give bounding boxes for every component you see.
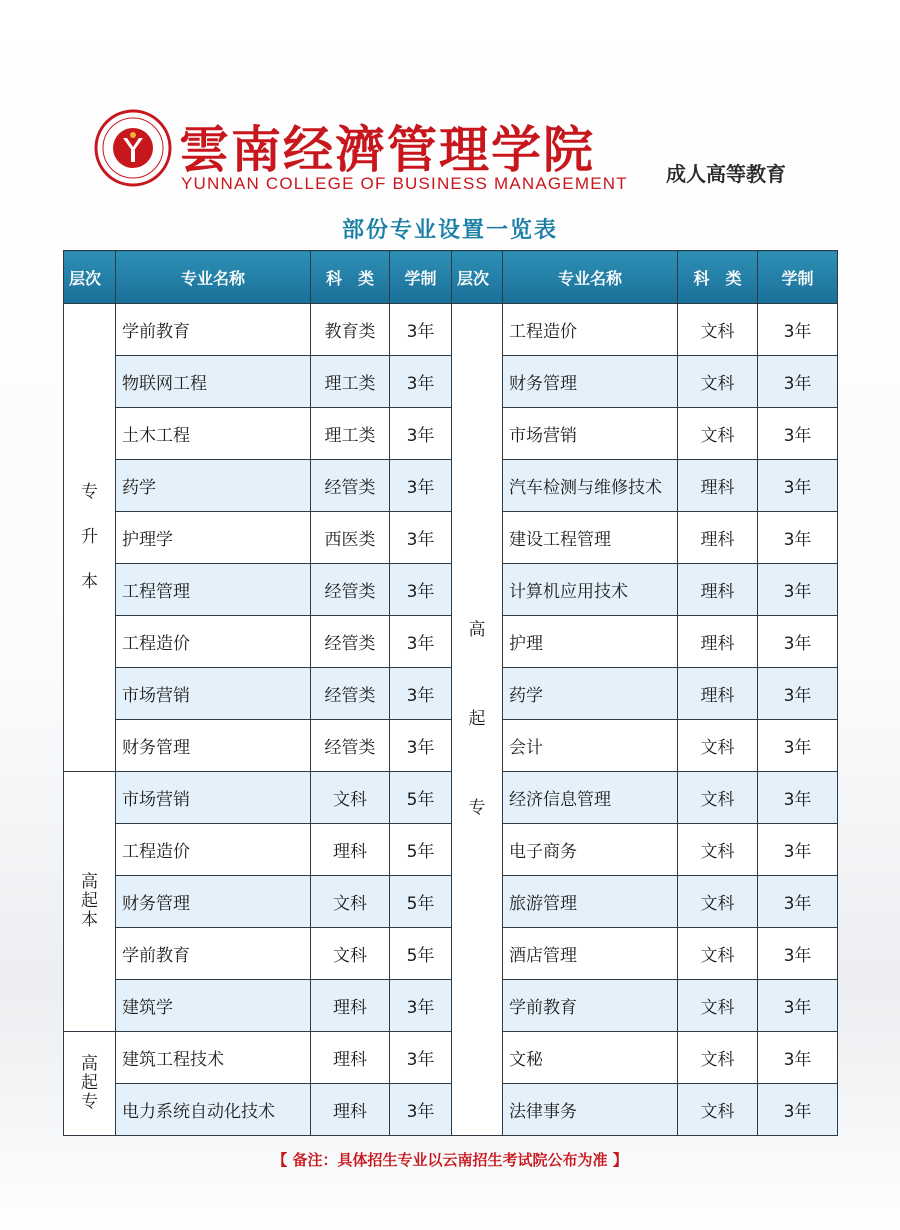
- major-duration: 3年: [390, 512, 452, 564]
- footnote: 【 备注：具体招生专业以云南招生考试院公布为准 】: [272, 1151, 628, 1169]
- header-name: 专业名称: [503, 251, 678, 304]
- major-name: 旅游管理: [503, 876, 678, 928]
- major-duration: 3年: [390, 460, 452, 512]
- header-duration: 学制: [390, 251, 452, 304]
- major-duration: 3年: [758, 1032, 838, 1084]
- major-name: 建设工程管理: [503, 512, 678, 564]
- major-name: 建筑学: [116, 980, 311, 1032]
- header-duration: 学制: [758, 251, 838, 304]
- major-name: 护理学: [116, 512, 311, 564]
- major-name: 酒店管理: [503, 928, 678, 980]
- table-row: [64, 356, 838, 408]
- table-body: [64, 304, 838, 1136]
- major-category: 文科: [678, 980, 758, 1032]
- table-row: [64, 1084, 838, 1136]
- major-duration: 3年: [390, 1084, 452, 1136]
- major-name: 电子商务: [503, 824, 678, 876]
- header-name: 专业名称: [116, 251, 311, 304]
- major-name: 土木工程: [116, 408, 311, 460]
- table-row: [64, 876, 838, 928]
- major-duration: 3年: [758, 564, 838, 616]
- major-name: 财务管理: [503, 356, 678, 408]
- major-duration: 3年: [390, 1032, 452, 1084]
- major-name: 财务管理: [116, 720, 311, 772]
- major-category: 文科: [678, 928, 758, 980]
- major-duration: 3年: [758, 616, 838, 668]
- major-category: 理科: [678, 512, 758, 564]
- major-name: 工程管理: [116, 564, 311, 616]
- table-row: [64, 1032, 838, 1084]
- school-emblem-icon: [93, 108, 173, 188]
- header-category: 科 类: [311, 251, 390, 304]
- table-row: [64, 928, 838, 980]
- major-duration: 3年: [390, 564, 452, 616]
- major-category: 理科: [678, 668, 758, 720]
- header-level: 层次: [452, 251, 503, 304]
- major-category: 文科: [678, 304, 758, 356]
- major-category: 文科: [311, 928, 390, 980]
- major-category: 文科: [678, 772, 758, 824]
- major-name: 学前教育: [116, 928, 311, 980]
- majors-table: [63, 250, 838, 1136]
- major-category: 文科: [678, 1032, 758, 1084]
- table-row: [64, 980, 838, 1032]
- major-category: 文科: [678, 824, 758, 876]
- major-duration: 3年: [390, 304, 452, 356]
- major-category: 理科: [678, 460, 758, 512]
- level-label: 高 起 专: [468, 620, 486, 818]
- major-category: 理科: [678, 564, 758, 616]
- major-name: 电力系统自动化技术: [116, 1084, 311, 1136]
- major-name: 经济信息管理: [503, 772, 678, 824]
- major-category: 理科: [311, 1032, 390, 1084]
- major-name: 财务管理: [116, 876, 311, 928]
- major-name: 学前教育: [116, 304, 311, 356]
- major-name: 市场营销: [116, 668, 311, 720]
- major-category: 理科: [678, 616, 758, 668]
- table-row: [64, 720, 838, 772]
- major-duration: 3年: [758, 824, 838, 876]
- table-row: [64, 824, 838, 876]
- major-category: 文科: [311, 772, 390, 824]
- major-name: 药学: [116, 460, 311, 512]
- major-name: 工程造价: [503, 304, 678, 356]
- major-name: 会计: [503, 720, 678, 772]
- major-category: 理科: [311, 1084, 390, 1136]
- major-name: 学前教育: [503, 980, 678, 1032]
- major-duration: 3年: [758, 1084, 838, 1136]
- major-duration: 3年: [390, 616, 452, 668]
- school-name-en: YUNNAN COLLEGE OF BUSINESS MANAGEMENT: [181, 174, 628, 193]
- table-row: [64, 460, 838, 512]
- major-name: 市场营销: [503, 408, 678, 460]
- major-name: 市场营销: [116, 772, 311, 824]
- major-duration: 3年: [758, 460, 838, 512]
- level-cell: [64, 772, 116, 1032]
- major-duration: 3年: [758, 980, 838, 1032]
- major-duration: 5年: [390, 928, 452, 980]
- major-duration: 3年: [758, 356, 838, 408]
- major-duration: 3年: [758, 304, 838, 356]
- page-title: 部份专业设置一览表: [341, 218, 558, 243]
- level-label: 专 升 本: [81, 482, 98, 592]
- table-row: [64, 304, 838, 356]
- major-name: 汽车检测与维修技术: [503, 460, 678, 512]
- major-duration: 3年: [390, 720, 452, 772]
- major-duration: 5年: [390, 772, 452, 824]
- major-category: 经管类: [311, 460, 390, 512]
- major-name: 工程造价: [116, 616, 311, 668]
- major-duration: 3年: [758, 668, 838, 720]
- major-duration: 5年: [390, 824, 452, 876]
- header-category: 科 类: [678, 251, 758, 304]
- major-name: 计算机应用技术: [503, 564, 678, 616]
- major-duration: 3年: [758, 876, 838, 928]
- major-name: 物联网工程: [116, 356, 311, 408]
- major-category: 理科: [311, 980, 390, 1032]
- table-row: [64, 408, 838, 460]
- major-name: 文秘: [503, 1032, 678, 1084]
- table-row: [64, 564, 838, 616]
- major-duration: 3年: [758, 720, 838, 772]
- major-category: 文科: [678, 1084, 758, 1136]
- table-row: [64, 616, 838, 668]
- major-category: 经管类: [311, 720, 390, 772]
- level-label: 高 起 专: [81, 1054, 98, 1112]
- school-name-cn: 雲南经濟管理学院: [179, 120, 595, 179]
- header-level: 层次: [64, 251, 116, 304]
- major-category: 文科: [678, 356, 758, 408]
- level-label: 高 起 本: [81, 872, 98, 930]
- major-duration: 5年: [390, 876, 452, 928]
- major-name: 建筑工程技术: [116, 1032, 311, 1084]
- major-name: 工程造价: [116, 824, 311, 876]
- major-category: 理工类: [311, 408, 390, 460]
- major-duration: 3年: [758, 512, 838, 564]
- table-row: [64, 668, 838, 720]
- table-row: [64, 512, 838, 564]
- major-category: 文科: [678, 876, 758, 928]
- major-category: 理科: [311, 824, 390, 876]
- major-duration: 3年: [758, 772, 838, 824]
- level-cell: [452, 304, 503, 1136]
- level-cell: [64, 1032, 116, 1136]
- major-category: 理工类: [311, 356, 390, 408]
- major-name: 法律事务: [503, 1084, 678, 1136]
- major-name: 护理: [503, 616, 678, 668]
- major-category: 文科: [678, 408, 758, 460]
- school-logo: [93, 108, 843, 198]
- major-duration: 3年: [390, 980, 452, 1032]
- major-category: 经管类: [311, 668, 390, 720]
- major-category: 教育类: [311, 304, 390, 356]
- major-category: 文科: [678, 720, 758, 772]
- table-header-row: [64, 251, 838, 304]
- major-duration: 3年: [390, 668, 452, 720]
- major-duration: 3年: [758, 928, 838, 980]
- major-category: 西医类: [311, 512, 390, 564]
- major-category: 经管类: [311, 616, 390, 668]
- major-duration: 3年: [390, 356, 452, 408]
- level-cell: [64, 304, 116, 772]
- major-duration: 3年: [390, 408, 452, 460]
- division-label: 成人高等教育: [666, 162, 786, 186]
- major-category: 经管类: [311, 564, 390, 616]
- table-row: [64, 772, 838, 824]
- major-name: 药学: [503, 668, 678, 720]
- major-duration: 3年: [758, 408, 838, 460]
- major-category: 文科: [311, 876, 390, 928]
